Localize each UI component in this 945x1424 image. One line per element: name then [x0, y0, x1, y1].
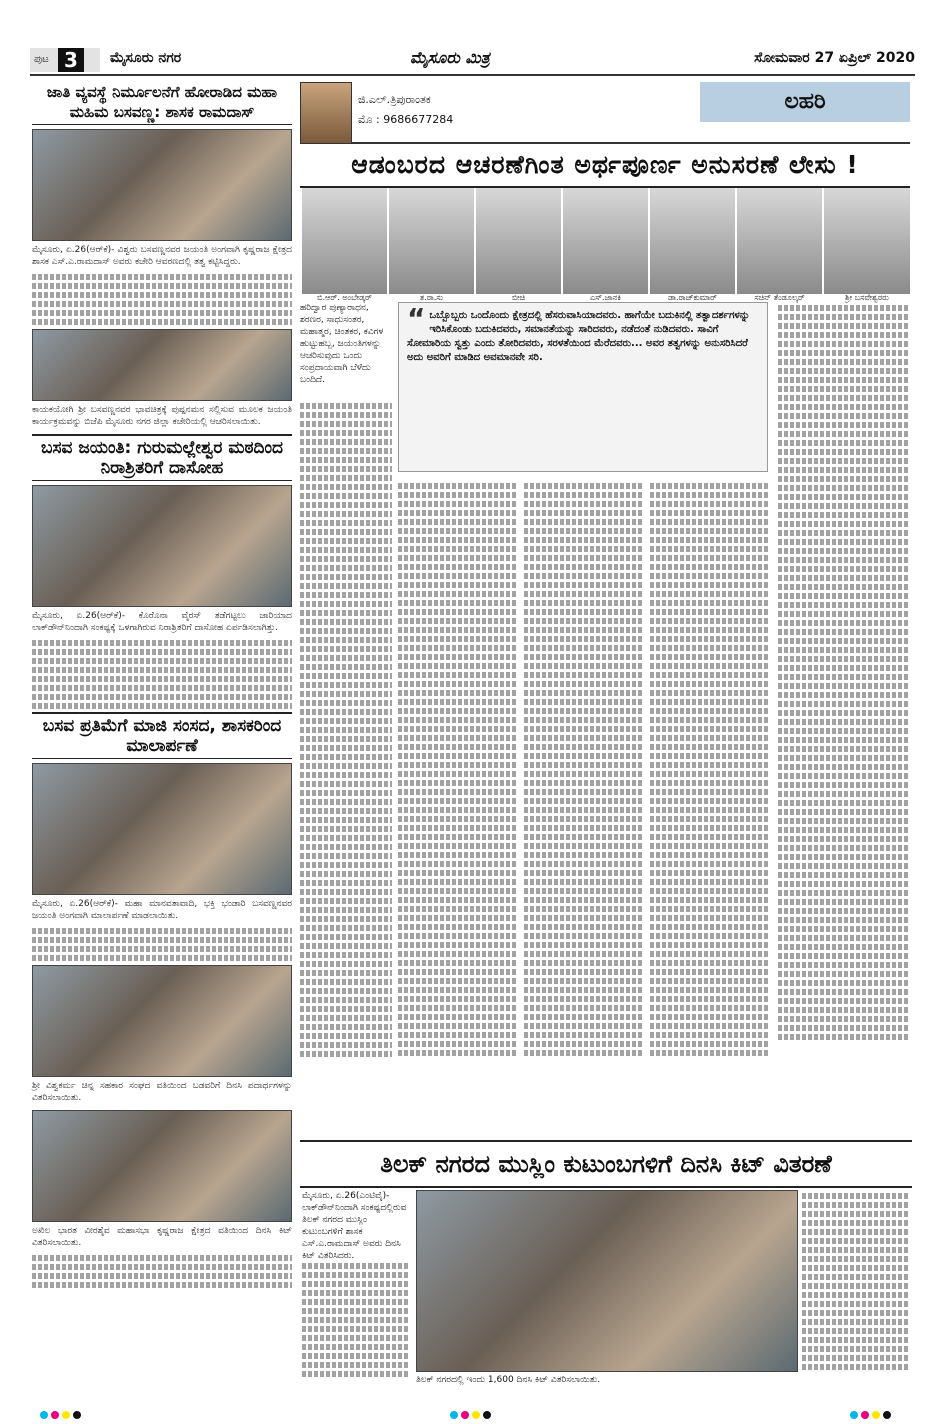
article-body-col3 [524, 480, 644, 1130]
bottom-story-lead: ಮೈಸೂರು, ಏ.26(ಎಂಟಿವೈ)- ಲಾಕ್‌ಡೌನ್‌ನಿಂದಾಗಿ ಸಂಕಷ್ಟದಲ್ಲಿರುವ ತಿಲಕ್ ನಗರದ ಮುಸ್ಲಿಂ ಕುಟುಂಬಗಳಿಗೆ ಶಾಸಕ ಎಸ್.ಎ.ರಾಮದಾಸ್ ಅವರು ದಿನಸಿ ಕಿಟ್ ವಿತರಿಸಿದರು. [302, 1191, 407, 1261]
pull-quote [398, 302, 768, 472]
article-lead: ಹರಿದ್ವಾರ ಪುಣ್ಯಾರಾಧನ, ಶರಣರ, ಸಾಧುಸಂತರ, ಮಹಾತ್ಮರ, ಚಿಂತಕರ, ಕವಿಗಳ ಹುಟ್ಟುಹಬ್ಬ, ಜಯಂತಿಗಳನ್ನು ಆಚರಿಸುವುದು ಒಂದು ಸಂಪ್ರದಾಯವಾಗಿ ಬೆಳೆದು ಬಂದಿದೆ. [300, 303, 384, 385]
portrait-5 [650, 188, 737, 294]
section-label: ಲಹರಿ [700, 82, 910, 122]
bottom-story-headline: ತಿಲಕ್ ನಗರದ ಮುಸ್ಲಿಂ ಕುಟುಂಬಗಳಿಗೆ ದಿನಸಿ ಕಿಟ್ ವಿತರಣೆ [300, 1140, 912, 1188]
page-number: 3 [58, 48, 84, 72]
portrait-label-1: ಬಿ.ಆರ್. ಅಂಬೇಡ್ಕರ್ [317, 293, 372, 302]
page-label: ಪುಟ [34, 54, 49, 65]
registration-dots-center [450, 1404, 494, 1423]
left-column [32, 80, 292, 1395]
story4-photo [32, 965, 292, 1077]
story2-photo [32, 485, 292, 607]
story2-body [32, 640, 292, 709]
portrait-label-4: ಎಸ್.ಜಾನಕಿ [590, 293, 621, 302]
registration-dots-left [40, 1404, 84, 1423]
story5-caption: ಅಖಿಲ ಭಾರತ ವೀರಶೈವ ಮಹಾಸಭಾ ಕೃಷ್ಣರಾಜ ಕ್ಷೇತ್ರದ ವತಿಯಿಂದ ದಿನಸಿ ಕಿಟ್ ವಿತರಿಸಲಾಯಿತು. [32, 1226, 292, 1248]
author-phone: ಮೊ : 9686677284 [358, 113, 454, 126]
portrait-label-6: ಸಚಿನ್ ತೆಂಡೂಲ್ಕರ್ [754, 293, 805, 302]
article-body-col4 [650, 480, 770, 1130]
story2-headline: ಬಸವ ಜಯಂತಿ: ಗುರುಮಲ್ಲೇಶ್ವರ ಮಠದಿಂದ ನಿರಾಶ್ರಿತರಿಗೆ ದಾಸೋಹ [32, 434, 292, 481]
story5-photo [32, 1110, 292, 1222]
portrait-2 [389, 188, 476, 294]
story1-photo-2 [32, 329, 292, 401]
story4-caption: ಶ್ರೀ ವಿಶ್ವಕರ್ಮ ಚಿನ್ನ ಸಹಕಾರ ಸಂಘದ ವತಿಯಿಂದ ಬಡವರಿಗೆ ದಿನಸಿ ಪದಾರ್ಥಗಳನ್ನು ವಿತರಿಸಲಾಯಿತು. [32, 1081, 292, 1103]
bottom-story-photo [416, 1190, 798, 1372]
article-body-col1 [300, 400, 392, 1130]
story1-caption: ಮೈಸೂರು, ಏ.26(ಆರ್‌ಕೆ)- ವಿಶ್ವರು ಬಸವಣ್ಣನವರ ಜಯಂತಿ ಅಂಗವಾಗಿ ಕೃಷ್ಣರಾಜ ಕ್ಷೇತ್ರದ ಶಾಸಕ ಎಸ್.ಎ.ರಾಮದಾಸ್ ಅವರು ಕಚೇರಿ ಆವರಣದಲ್ಲಿ ತತ್ವ ಕಟ್ಟಿಸಿದ್ದರು. [32, 245, 292, 267]
bottom-story-photo-caption: ತಿಲಕ್ ನಗರದಲ್ಲಿ ಇಂದು 1,600 ದಿನಸಿ ಕಿಟ್ ವಿತರಿಸಲಾಯಿತು. [416, 1375, 601, 1385]
story3-caption: ಮೈಸೂರು, ಏ.26(ಆರ್‌ಕೆ)- ಮಹಾ ಮಾನವತಾವಾದಿ, ಭಕ್ತಿ ಭಂಡಾರಿ ಬಸವಣ್ಣನವರ ಜಯಂತಿ ಅಂಗವಾಗಿ ಮಾಲಾರ್ಪಣೆ ಮಾಡಲಾಯಿತು. [32, 899, 292, 921]
story3-photo [32, 763, 292, 895]
author-photo [300, 82, 352, 144]
story2-caption: ಮೈಸೂರು, ಏ.26(ಆರ್‌ಕೆ)- ಕೊರೊನಾ ವೈರಸ್ ತಡೆಗಟ್ಟಲು ಜಾರಿಯಾದ ಲಾಕ್‌ಡೌನ್‌ನಿಂದಾಗಿ ಸಂಕಷ್ಟಕ್ಕೆ ಒಳಗಾಗಿರುವ ನಿರಾಶ್ರಿತರಿಗೆ ದಾಸೋಹ ಏರ್ಪಡಿಸಲಾಗಿತ್ತು. [32, 611, 292, 633]
portrait-3 [476, 188, 563, 294]
article-body-col5 [778, 302, 910, 1130]
portrait-label-5: ಡಾ.ರಾಜ್‌ಕುಮಾರ್ [668, 293, 717, 302]
masthead [30, 44, 915, 76]
registration-dots-right [850, 1404, 894, 1423]
story1-caption-2: ಕಾಯಕಯೋಗಿ ಶ್ರೀ ಬಸವಣ್ಣನವರ ಭಾವಚಿತ್ರಕ್ಕೆ ಪುಷ್ಪನಮನ ಸಲ್ಲಿಸುವ ಮೂಲಕ ಜಯಂತಿ ಕಾರ್ಯಕ್ರಮವನ್ನು ಬಿಜೆಪಿ ಮೈಸೂರು ನಗರ ಜಿಲ್ಲಾ ಕಚೇರಿಯಲ್ಲಿ ಆಚರಿಸಲಾಯಿತು. [32, 405, 292, 427]
author-byline [358, 90, 453, 130]
issue-date: ಸೋಮವಾರ 27 ಏಪ್ರಿಲ್ 2020 [754, 50, 915, 66]
newspaper-name: ಮೈಸೂರು ಮಿತ್ರ [410, 48, 490, 67]
portrait-label-2: ತ.ರಾ.ಸು [419, 293, 444, 302]
quote-mark-icon: “ [407, 302, 426, 335]
story1-photo [32, 129, 292, 241]
story3-body [32, 928, 292, 961]
portrait-label-7: ಶ್ರೀ ಬಸವೇಶ್ವರರು [845, 293, 889, 302]
story3-headline: ಬಸವ ಪ್ರತಿಮೆಗೆ ಮಾಜಿ ಸಂಸದ, ಶಾಸಕರಿಂದ ಮಾಲಾರ್ಪಣೆ [32, 712, 292, 759]
article-body-col2 [398, 480, 518, 1130]
quote-text: ಒಬ್ಬೊಬ್ಬರು ಒಂದೊಂದು ಕ್ಷೇತ್ರದಲ್ಲಿ ಹೆಸರುವಾಸಿಯಾದವರು. ಹಾಗೆಯೇ ಬದುಕಿನಲ್ಲಿ ತತ್ವಾದರ್ಶಗಳನ್ನು ಇರಿಸಿಕೊಂಡು ಬದುಕಿದವರು, ಸಮಾನತೆಯನ್ನು ಸಾರಿದವರು, ನಡೆದಂತೆ ನುಡಿದವರು. ಸಾವಿಗೆ ಸೋಮಾರಿಯ ಸ್ವತ್ತು ಎಂದು ತೋರಿದವರು, ಸರಳತೆಯಿಂದ ಮೆರೆದವರು... ಅವರ ತತ್ವಗಳನ್ನು ಅನುಸರಿಸಿದರೆ ಅದು ಅವರಿಗೆ ಮಾಡಿದ ಅವಮಾನವೇ ಸರಿ. [407, 310, 750, 363]
author-name: ಜಿ.ಎಲ್.ತ್ರಿಪುರಾಂತಕ [358, 93, 431, 106]
portrait-4 [563, 188, 650, 294]
author-strip [300, 82, 910, 144]
section-name: ಮೈಸೂರು ನಗರ [110, 50, 182, 66]
page-number-box [30, 48, 100, 72]
portrait-6 [737, 188, 824, 294]
portrait-7 [824, 188, 912, 294]
bottom-story-body-right [802, 1190, 910, 1390]
story5-body [32, 1255, 292, 1288]
story1-headline: ಜಾತಿ ವ್ಯವಸ್ಥೆ ನಿರ್ಮೂಲನೆಗೆ ಹೋರಾಡಿದ ಮಹಾ ಮಹಿಮ ಬಸವಣ್ಣ: ಶಾಸಕ ರಾಮದಾಸ್ [32, 80, 292, 125]
story1-body [32, 274, 292, 325]
lahari-headline: ಆಡಂಬರದ ಆಚರಣೆಗಿಂತ ಅರ್ಥಪೂರ್ಣ ಅನುಸರಣೆ ಲೇಸು ! [300, 144, 910, 188]
bottom-story-body-left [302, 1260, 410, 1390]
portrait-label-3: ಬೀಚಿ [511, 293, 526, 302]
portrait-1 [302, 188, 389, 294]
